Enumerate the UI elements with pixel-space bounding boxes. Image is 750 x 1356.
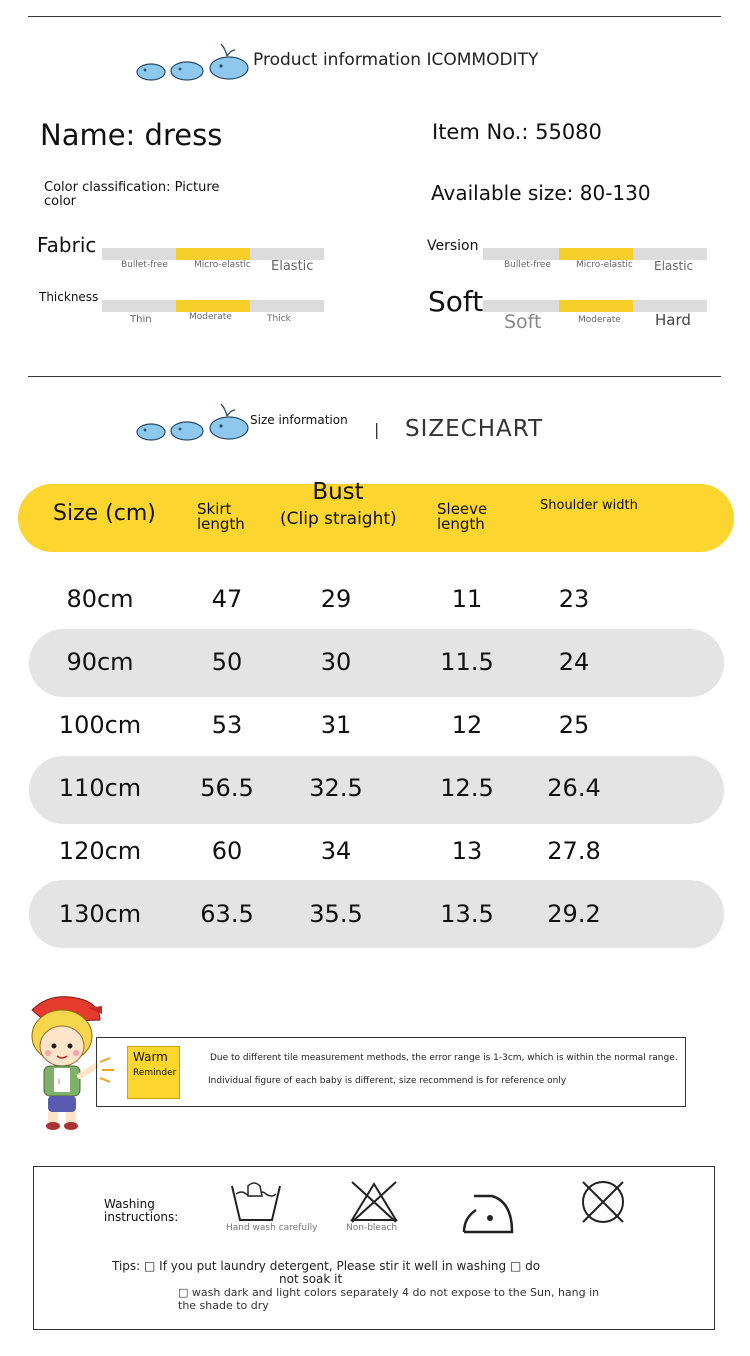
cell-sleeve: 11.5 (440, 648, 494, 676)
no-dry-clean-icon (578, 1178, 628, 1226)
header-bust-line1: Bust (312, 479, 364, 505)
whale-icons-size (135, 400, 253, 444)
color-line-1: Color classification: Picture (44, 180, 220, 195)
soft-scale-indicator (559, 300, 633, 312)
warm-reminder-badge (127, 1046, 180, 1099)
fabric-right: Elastic (271, 259, 314, 274)
top-divider (28, 16, 721, 17)
cell-skirt: 56.5 (200, 774, 254, 802)
cell-size: 90cm (66, 648, 134, 676)
washing-label-line2: instructions: (104, 1210, 179, 1224)
non-bleach-icon (348, 1180, 400, 1224)
cell-size: 100cm (58, 711, 142, 739)
cell-sleeve: 13.5 (440, 900, 494, 928)
middle-divider (28, 376, 721, 377)
cell-skirt: 53 (211, 711, 243, 739)
cell-shoulder: 29.2 (547, 900, 601, 928)
version-label: Version (427, 238, 479, 254)
hand-wash-label: Hand wash carefully (226, 1223, 318, 1233)
sizechart-title: SIZECHART (405, 416, 544, 442)
header-skirt-line1: Skirt (197, 500, 232, 518)
non-bleach-label: Non-bleach (346, 1223, 398, 1233)
reminder-label: Reminder (133, 1068, 177, 1078)
washing-tips (112, 1260, 540, 1286)
cell-skirt: 47 (211, 585, 243, 613)
hand-wash-icon (228, 1180, 284, 1224)
washing-tips-2 (178, 1286, 599, 1312)
thickness-left: Thin (130, 314, 152, 325)
version-scale-indicator (559, 248, 633, 260)
fabric-mid: Micro-elastic (194, 260, 251, 270)
header-sleeve-line1: Sleeve (437, 500, 488, 518)
product-name: Name: dress (40, 118, 223, 152)
soft-left: Soft (504, 311, 542, 333)
cell-skirt: 50 (211, 648, 243, 676)
cell-shoulder: 25 (558, 711, 590, 739)
version-mid: Micro-elastic (576, 260, 633, 270)
cell-skirt: 63.5 (200, 900, 254, 928)
cell-sleeve: 12 (451, 711, 483, 739)
size-separator: | (374, 420, 380, 439)
soft-right: Hard (655, 311, 691, 329)
warm-label: Warm (133, 1050, 168, 1064)
cell-shoulder: 24 (558, 648, 590, 676)
header-size: Size (cm) (53, 501, 156, 526)
cell-sleeve: 12.5 (440, 774, 494, 802)
thickness-scale-indicator (176, 300, 250, 312)
header-bust-line2: (Clip straight) (280, 509, 397, 529)
cell-sleeve: 13 (451, 837, 483, 865)
thickness-scale (102, 300, 324, 312)
thickness-right: Thick (267, 314, 291, 324)
soft-label: Soft (428, 285, 484, 318)
color-line-2: color (44, 194, 77, 209)
tips-line-3: □ wash dark and light colors separately 4 do not expose to the Sun, hang in (178, 1286, 600, 1299)
soft-mid: Moderate (578, 315, 621, 325)
header-shoulder: Shoulder width (540, 498, 638, 513)
cell-size: 80cm (66, 585, 134, 613)
fabric-label: Fabric (37, 233, 97, 257)
reminder-line-1: Due to different tile measurement methods, the error range is 1-3cm, which is within the normal range. (210, 1053, 678, 1063)
cell-size: 120cm (58, 837, 142, 865)
whale-icons (135, 40, 253, 84)
color-classification (44, 181, 219, 209)
tips-line-1: Tips: □ If you put laundry detergent, Please stir it well in washing □ do (112, 1259, 541, 1273)
cell-shoulder: 26.4 (547, 774, 601, 802)
header-skirt (197, 502, 245, 532)
header-skirt-line2: length (197, 515, 245, 533)
fabric-left: Bullet-free (121, 260, 168, 270)
cell-size: 130cm (58, 900, 142, 928)
svg-text:I: I (58, 1078, 61, 1086)
size-info-title: Size information (250, 413, 348, 427)
reminder-box (96, 1037, 686, 1107)
product-info-title: Product information ICOMMODITY (253, 50, 539, 70)
cell-skirt: 60 (211, 837, 243, 865)
version-right: Elastic (654, 259, 694, 273)
item-number: Item No.: 55080 (432, 120, 602, 144)
cell-shoulder: 27.8 (547, 837, 601, 865)
thickness-label: Thickness (39, 290, 99, 304)
header-sleeve-line2: length (437, 515, 485, 533)
header-sleeve (437, 502, 487, 532)
thickness-mid: Moderate (189, 312, 232, 322)
cell-bust: 34 (320, 837, 352, 865)
washing-label (104, 1198, 178, 1224)
header-bust (280, 478, 396, 532)
tips-line-2: not soak it (279, 1272, 343, 1286)
reminder-line-2: Individual figure of each baby is different, size recommend is for reference only (208, 1076, 567, 1086)
cell-size: 110cm (58, 774, 142, 802)
fabric-scale-indicator (176, 248, 250, 260)
cell-bust: 29 (320, 585, 352, 613)
version-left: Bullet-free (504, 260, 551, 270)
iron-icon (460, 1188, 518, 1236)
cell-bust: 35.5 (309, 900, 363, 928)
cell-shoulder: 23 (558, 585, 590, 613)
cell-sleeve: 11 (451, 585, 483, 613)
cell-bust: 30 (320, 648, 352, 676)
cell-bust: 32.5 (309, 774, 363, 802)
tips-line-4: the shade to dry (178, 1299, 269, 1312)
cell-bust: 31 (320, 711, 352, 739)
washing-label-line1: Washing (104, 1197, 155, 1211)
available-size: Available size: 80-130 (431, 181, 651, 205)
